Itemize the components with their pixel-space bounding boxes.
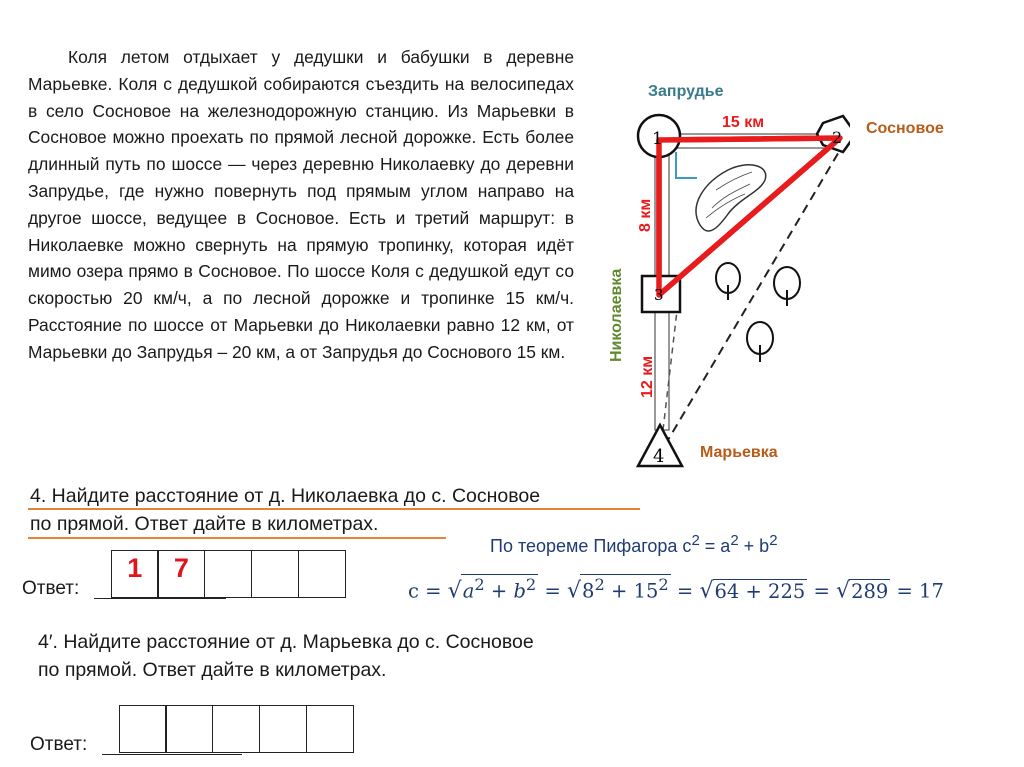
problem-statement: Коля летом отдыхает у дедушки и бабушки в деревне Марьевке. Коля с дедушкой собираются съездить на велосипедах в село Сосновое на железнодорожную станцию. Из Марьевки в Сосновое можно проехать по прямой лесной дорожке. Есть более длинный путь по шоссе — через деревню Николаевку до деревни Запрудье, где нужно повернуть под прямым углом направо на другое шоссе, ведущее в Сосновое. Есть и третий маршрут: в Николаевке можно свернуть на прямую тропинку, которая идёт мимо озера прямо в Сосновое. По шоссе Коля с дедушкой едут со скоростью 20 км/ч, а по лесной дорожке и тропинке 15 км/ч. Расстояние по шоссе от Марьевки до Николаевки равно 12 км, от Марьевки до Запрудья – 20 км, а от Запрудья до Соснового 15 км.	[28, 47, 574, 362]
lake-icon	[696, 165, 766, 231]
tree-icon	[747, 322, 773, 362]
node-number-2: 2	[832, 128, 843, 147]
label-nikolaevka: Николаевка	[608, 268, 625, 362]
answer-blank-4	[94, 598, 226, 599]
distance-8km: 8 км	[637, 198, 654, 232]
underline-1	[28, 508, 640, 510]
question-4-prime	[38, 628, 534, 684]
distance-15km: 15 км	[722, 114, 765, 131]
answer-cell[interactable]	[306, 705, 354, 753]
question-4-prime-line2: по прямой. Ответ дайте в километрах.	[38, 659, 387, 681]
question-4	[30, 482, 540, 538]
answer-label-4: Ответ:	[22, 578, 80, 599]
answer-cell[interactable]	[259, 705, 307, 753]
answer-cells-4	[112, 550, 346, 598]
node-number-4: 4	[653, 446, 665, 467]
answer-cell[interactable]: 7	[157, 550, 205, 598]
label-sosnovoe: Сосновое	[866, 120, 944, 137]
distance-12km: 12 км	[639, 355, 656, 398]
underline-2	[28, 537, 446, 539]
answer-cell[interactable]	[251, 550, 299, 598]
answer-blank-4-prime	[102, 754, 242, 755]
answer-cell[interactable]	[298, 550, 346, 598]
answer-cell[interactable]	[212, 705, 260, 753]
label-zaprudye: Запрудье	[648, 83, 724, 100]
answer-cell[interactable]	[204, 550, 252, 598]
node-number-1: 1	[652, 129, 663, 149]
question-4-line2: по прямой. Ответ дайте в километрах.	[30, 513, 379, 535]
road-nikolaevka-maryevka	[655, 300, 669, 430]
tree-icon	[774, 267, 800, 306]
label-maryevka: Марьевка	[700, 444, 778, 461]
question-4-prime-line1: 4′. Найдите расстояние от д. Марьевка до с. Сосновое	[38, 631, 534, 653]
right-angle-mark	[676, 152, 697, 178]
tree-icon	[716, 263, 740, 300]
route-map	[590, 70, 850, 480]
answer-cell[interactable]	[165, 705, 213, 753]
question-4-line1: 4. Найдите расстояние от д. Николаевка до с. Сосновое	[30, 485, 541, 507]
answer-cell[interactable]	[119, 705, 167, 753]
solution-formula: $c = √a^2 + b^2 = √8^2 + 15^2 = √64 + 225 = √289 = 17$	[408, 575, 944, 604]
answer-cell[interactable]: 1	[111, 550, 159, 598]
node-number-3: 3	[654, 286, 664, 304]
answer-cells-4-prime	[120, 705, 354, 753]
answer-label-4-prime: Ответ:	[30, 734, 88, 755]
pythagoras-caption: По теореме Пифагора $с^2 = a^2 + b^2$	[490, 532, 778, 556]
